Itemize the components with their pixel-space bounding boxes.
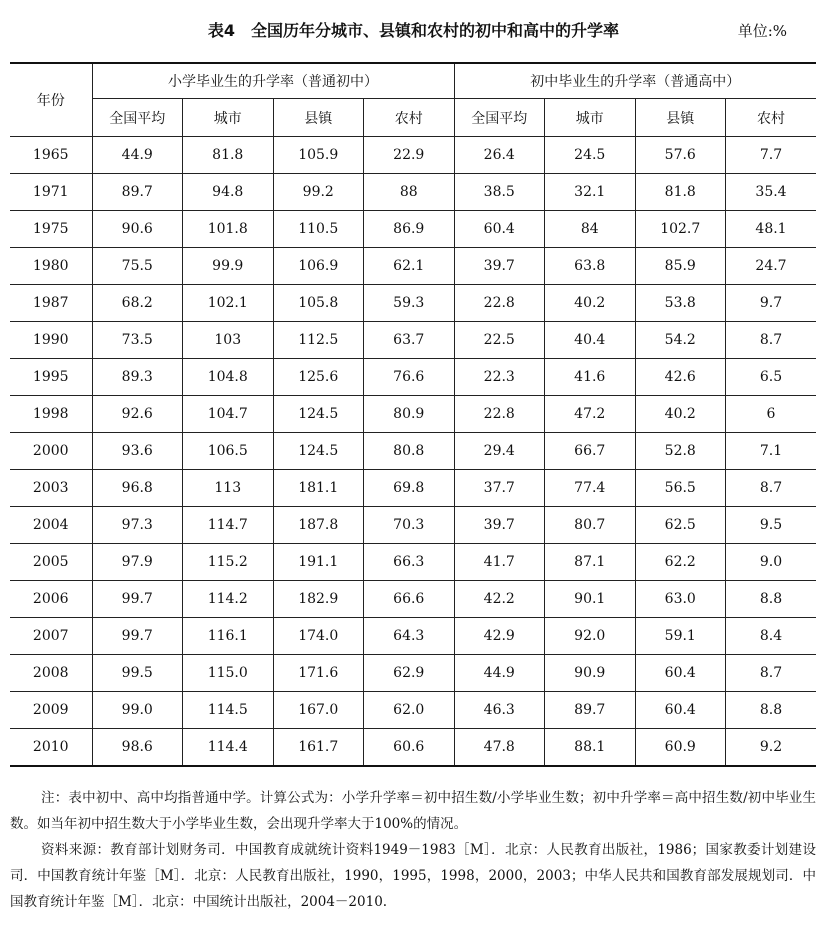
value-cell: 40.2: [635, 396, 726, 433]
value-cell: 89.7: [92, 174, 183, 211]
value-cell: 66.7: [545, 433, 636, 470]
year-cell: 2004: [10, 507, 92, 544]
value-cell: 102.1: [183, 285, 274, 322]
value-cell: 89.3: [92, 359, 183, 396]
value-cell: 24.7: [726, 248, 817, 285]
value-cell: 64.3: [364, 618, 455, 655]
table-row: [10, 729, 816, 767]
value-cell: 22.8: [454, 396, 545, 433]
value-cell: 99.2: [273, 174, 364, 211]
table-row: [10, 470, 816, 507]
value-cell: 53.8: [635, 285, 726, 322]
value-cell: 63.8: [545, 248, 636, 285]
value-cell: 62.1: [364, 248, 455, 285]
value-cell: 8.4: [726, 618, 817, 655]
value-cell: 6: [726, 396, 817, 433]
value-cell: 48.1: [726, 211, 817, 248]
table-row: [10, 137, 816, 174]
value-cell: 182.9: [273, 581, 364, 618]
value-cell: 125.6: [273, 359, 364, 396]
value-cell: 35.4: [726, 174, 817, 211]
value-cell: 75.5: [92, 248, 183, 285]
value-cell: 114.5: [183, 692, 274, 729]
table-row: [10, 692, 816, 729]
value-cell: 86.9: [364, 211, 455, 248]
table-header: [10, 63, 816, 137]
header-group-junior: 初中毕业生的升学率（普通高中）: [454, 63, 816, 99]
value-cell: 99.0: [92, 692, 183, 729]
value-cell: 60.9: [635, 729, 726, 767]
table-row: [10, 396, 816, 433]
year-cell: 2006: [10, 581, 92, 618]
value-cell: 8.7: [726, 470, 817, 507]
value-cell: 41.6: [545, 359, 636, 396]
year-cell: 1980: [10, 248, 92, 285]
value-cell: 114.7: [183, 507, 274, 544]
value-cell: 101.8: [183, 211, 274, 248]
table-row: [10, 174, 816, 211]
value-cell: 9.0: [726, 544, 817, 581]
value-cell: 76.6: [364, 359, 455, 396]
value-cell: 90.1: [545, 581, 636, 618]
value-cell: 99.7: [92, 618, 183, 655]
value-cell: 44.9: [92, 137, 183, 174]
value-cell: 9.5: [726, 507, 817, 544]
value-cell: 124.5: [273, 396, 364, 433]
value-cell: 106.5: [183, 433, 274, 470]
value-cell: 32.1: [545, 174, 636, 211]
year-cell: 2000: [10, 433, 92, 470]
value-cell: 26.4: [454, 137, 545, 174]
table-row: [10, 581, 816, 618]
value-cell: 81.8: [635, 174, 726, 211]
value-cell: 89.7: [545, 692, 636, 729]
subheader-national: 全国平均: [92, 99, 183, 137]
title-bar: [0, 14, 827, 50]
value-cell: 99.9: [183, 248, 274, 285]
year-cell: 1971: [10, 174, 92, 211]
value-cell: 44.9: [454, 655, 545, 692]
data-table: [10, 62, 816, 767]
value-cell: 37.7: [454, 470, 545, 507]
subheader-city: 城市: [183, 99, 274, 137]
subheader-city: 城市: [545, 99, 636, 137]
value-cell: 161.7: [273, 729, 364, 767]
value-cell: 9.7: [726, 285, 817, 322]
value-cell: 22.3: [454, 359, 545, 396]
value-cell: 47.8: [454, 729, 545, 767]
value-cell: 42.2: [454, 581, 545, 618]
year-cell: 2005: [10, 544, 92, 581]
value-cell: 60.4: [454, 211, 545, 248]
value-cell: 62.0: [364, 692, 455, 729]
value-cell: 40.2: [545, 285, 636, 322]
value-cell: 115.2: [183, 544, 274, 581]
note-text: 注：表中初中、高中均指普通中学。计算公式为：小学升学率＝初中招生数/小学毕业生数；初中升学率＝高中招生数/初中毕业生数。如当年初中招生数大于小学毕业生数，会出现升学率大于100%的情况。: [10, 790, 816, 832]
subheader-county: 县镇: [273, 99, 364, 137]
value-cell: 90.9: [545, 655, 636, 692]
table-row: [10, 507, 816, 544]
value-cell: 22.9: [364, 137, 455, 174]
value-cell: 40.4: [545, 322, 636, 359]
year-cell: 2009: [10, 692, 92, 729]
year-cell: 1998: [10, 396, 92, 433]
value-cell: 92.0: [545, 618, 636, 655]
value-cell: 191.1: [273, 544, 364, 581]
value-cell: 114.2: [183, 581, 274, 618]
value-cell: 99.7: [92, 581, 183, 618]
subheader-rural: 农村: [726, 99, 817, 137]
value-cell: 42.6: [635, 359, 726, 396]
value-cell: 81.8: [183, 137, 274, 174]
value-cell: 42.9: [454, 618, 545, 655]
value-cell: 7.7: [726, 137, 817, 174]
value-cell: 56.5: [635, 470, 726, 507]
year-cell: 2010: [10, 729, 92, 767]
value-cell: 63.0: [635, 581, 726, 618]
year-cell: 2003: [10, 470, 92, 507]
value-cell: 70.3: [364, 507, 455, 544]
value-cell: 47.2: [545, 396, 636, 433]
value-cell: 80.9: [364, 396, 455, 433]
value-cell: 62.9: [364, 655, 455, 692]
header-year: 年份: [10, 63, 92, 137]
value-cell: 63.7: [364, 322, 455, 359]
value-cell: 124.5: [273, 433, 364, 470]
value-cell: 85.9: [635, 248, 726, 285]
value-cell: 110.5: [273, 211, 364, 248]
value-cell: 90.6: [92, 211, 183, 248]
value-cell: 174.0: [273, 618, 364, 655]
year-cell: 1990: [10, 322, 92, 359]
value-cell: 94.8: [183, 174, 274, 211]
value-cell: 80.8: [364, 433, 455, 470]
value-cell: 39.7: [454, 248, 545, 285]
value-cell: 9.2: [726, 729, 817, 767]
value-cell: 80.7: [545, 507, 636, 544]
value-cell: 99.5: [92, 655, 183, 692]
value-cell: 59.3: [364, 285, 455, 322]
source-text: 资料来源：教育部计划财务司．中国教育成就统计资料1949－1983［M］．北京：人民教育出版社，1986；国家教委计划建设司．中国教育统计年鉴［M］．北京：人民教育出版社，1990，1995，1998，2000，2003；中华人民共和国教育部发展规划司．中国教育统计年鉴［M］．北京：中国统计出版社，2004－2010.: [10, 842, 816, 910]
year-cell: 1965: [10, 137, 92, 174]
value-cell: 92.6: [92, 396, 183, 433]
value-cell: 22.5: [454, 322, 545, 359]
year-cell: 2007: [10, 618, 92, 655]
value-cell: 52.8: [635, 433, 726, 470]
table-title: 表4 全国历年分城市、县镇和农村的初中和高中的升学率: [207, 21, 620, 40]
value-cell: 38.5: [454, 174, 545, 211]
value-cell: 105.9: [273, 137, 364, 174]
value-cell: 104.7: [183, 396, 274, 433]
value-cell: 171.6: [273, 655, 364, 692]
year-cell: 1975: [10, 211, 92, 248]
value-cell: 8.7: [726, 322, 817, 359]
value-cell: 97.9: [92, 544, 183, 581]
value-cell: 105.8: [273, 285, 364, 322]
table-row: [10, 433, 816, 470]
value-cell: 8.8: [726, 581, 817, 618]
value-cell: 66.6: [364, 581, 455, 618]
value-cell: 59.1: [635, 618, 726, 655]
value-cell: 54.2: [635, 322, 726, 359]
value-cell: 93.6: [92, 433, 183, 470]
value-cell: 60.4: [635, 655, 726, 692]
value-cell: 60.6: [364, 729, 455, 767]
value-cell: 62.5: [635, 507, 726, 544]
subheader-rural: 农村: [364, 99, 455, 137]
value-cell: 104.8: [183, 359, 274, 396]
value-cell: 187.8: [273, 507, 364, 544]
value-cell: 114.4: [183, 729, 274, 767]
value-cell: 60.4: [635, 692, 726, 729]
value-cell: 98.6: [92, 729, 183, 767]
year-cell: 1995: [10, 359, 92, 396]
table-row: [10, 359, 816, 396]
value-cell: 103: [183, 322, 274, 359]
value-cell: 113: [183, 470, 274, 507]
table-row: [10, 618, 816, 655]
table-row: [10, 211, 816, 248]
notes: [10, 785, 816, 915]
value-cell: 66.3: [364, 544, 455, 581]
subheader-national: 全国平均: [454, 99, 545, 137]
value-cell: 88: [364, 174, 455, 211]
value-cell: 41.7: [454, 544, 545, 581]
year-cell: 1987: [10, 285, 92, 322]
value-cell: 97.3: [92, 507, 183, 544]
value-cell: 57.6: [635, 137, 726, 174]
value-cell: 39.7: [454, 507, 545, 544]
value-cell: 167.0: [273, 692, 364, 729]
value-cell: 29.4: [454, 433, 545, 470]
value-cell: 102.7: [635, 211, 726, 248]
value-cell: 77.4: [545, 470, 636, 507]
subheader-county: 县镇: [635, 99, 726, 137]
value-cell: 181.1: [273, 470, 364, 507]
value-cell: 87.1: [545, 544, 636, 581]
table-body: [10, 137, 816, 767]
value-cell: 106.9: [273, 248, 364, 285]
value-cell: 24.5: [545, 137, 636, 174]
year-cell: 2008: [10, 655, 92, 692]
value-cell: 68.2: [92, 285, 183, 322]
unit-label: 单位:%: [737, 22, 787, 40]
header-group-primary: 小学毕业生的升学率（普通初中）: [92, 63, 454, 99]
table-row: [10, 322, 816, 359]
value-cell: 69.8: [364, 470, 455, 507]
value-cell: 62.2: [635, 544, 726, 581]
value-cell: 116.1: [183, 618, 274, 655]
value-cell: 112.5: [273, 322, 364, 359]
value-cell: 7.1: [726, 433, 817, 470]
table-row: [10, 285, 816, 322]
value-cell: 73.5: [92, 322, 183, 359]
value-cell: 8.7: [726, 655, 817, 692]
value-cell: 46.3: [454, 692, 545, 729]
value-cell: 88.1: [545, 729, 636, 767]
table-row: [10, 655, 816, 692]
value-cell: 8.8: [726, 692, 817, 729]
table-row: [10, 544, 816, 581]
value-cell: 6.5: [726, 359, 817, 396]
table-row: [10, 248, 816, 285]
value-cell: 22.8: [454, 285, 545, 322]
value-cell: 115.0: [183, 655, 274, 692]
value-cell: 96.8: [92, 470, 183, 507]
value-cell: 84: [545, 211, 636, 248]
